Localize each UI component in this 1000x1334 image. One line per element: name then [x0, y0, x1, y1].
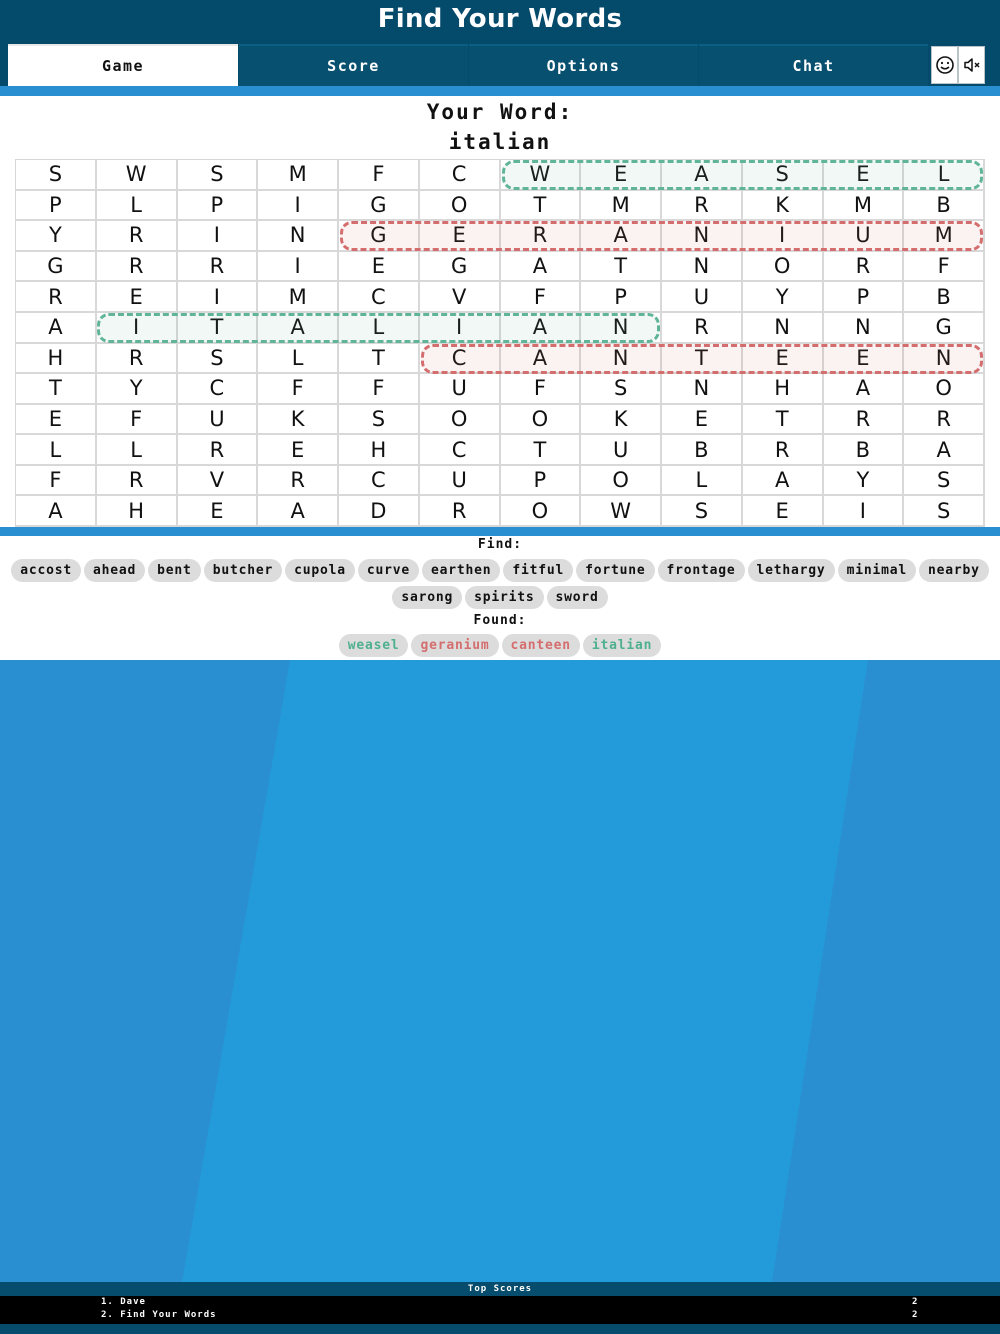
- grid-cell[interactable]: I: [824, 496, 905, 527]
- grid-cell[interactable]: K: [743, 191, 824, 222]
- grid-cell[interactable]: L: [97, 191, 178, 222]
- find-word-chip: spirits: [465, 586, 543, 609]
- grid-cell[interactable]: E: [258, 435, 339, 466]
- grid-cell[interactable]: F: [501, 374, 582, 405]
- grid-cell[interactable]: S: [178, 160, 259, 191]
- find-word-chip: lethargy: [748, 559, 835, 582]
- grid-cell[interactable]: R: [743, 435, 824, 466]
- grid-cell[interactable]: G: [420, 252, 501, 283]
- grid-cell[interactable]: T: [581, 252, 662, 283]
- grid-cell[interactable]: T: [16, 374, 97, 405]
- grid-cell[interactable]: L: [97, 435, 178, 466]
- grid-cell[interactable]: S: [904, 466, 985, 497]
- grid-cell[interactable]: S: [581, 374, 662, 405]
- grid-cell[interactable]: L: [258, 344, 339, 375]
- found-label: Found:: [473, 613, 527, 628]
- grid-cell[interactable]: R: [501, 221, 582, 252]
- speaker-muted-icon: [962, 55, 982, 75]
- grid-cell[interactable]: W: [501, 160, 582, 191]
- grid-cell[interactable]: L: [16, 435, 97, 466]
- grid-cell[interactable]: G: [339, 221, 420, 252]
- grid-cell[interactable]: S: [178, 344, 259, 375]
- grid-cell[interactable]: E: [97, 282, 178, 313]
- grid-cell[interactable]: P: [501, 466, 582, 497]
- grid-cell[interactable]: I: [178, 282, 259, 313]
- grid-cell[interactable]: A: [904, 435, 985, 466]
- found-word-list: [0, 634, 1000, 657]
- grid-cell[interactable]: A: [743, 466, 824, 497]
- grid-cell[interactable]: U: [824, 221, 905, 252]
- found-word-chip: geranium: [411, 634, 498, 657]
- grid-cell[interactable]: S: [16, 160, 97, 191]
- grid-cell[interactable]: Y: [97, 374, 178, 405]
- grid-cell[interactable]: A: [501, 344, 582, 375]
- grid-cell[interactable]: H: [16, 344, 97, 375]
- grid-cell[interactable]: L: [662, 466, 743, 497]
- grid-cell[interactable]: T: [178, 313, 259, 344]
- grid-cell[interactable]: R: [824, 252, 905, 283]
- grid-cell[interactable]: F: [339, 160, 420, 191]
- tab-game[interactable]: Game: [8, 44, 238, 86]
- find-word-chip: accost: [11, 559, 81, 582]
- grid-cell[interactable]: M: [581, 191, 662, 222]
- grid-cell[interactable]: S: [904, 496, 985, 527]
- grid-cell[interactable]: L: [904, 160, 985, 191]
- find-word-chip: earthen: [422, 559, 500, 582]
- grid-cell[interactable]: C: [420, 344, 501, 375]
- score-name: 1. Dave: [101, 1297, 146, 1307]
- grid-cell[interactable]: E: [824, 160, 905, 191]
- grid-cell[interactable]: U: [581, 435, 662, 466]
- grid-cell[interactable]: A: [16, 313, 97, 344]
- find-word-chip: fitful: [503, 559, 573, 582]
- grid-cell[interactable]: A: [824, 374, 905, 405]
- grid-cell[interactable]: R: [16, 282, 97, 313]
- score-name: 2. Find Your Words: [101, 1310, 217, 1320]
- grid-cell[interactable]: N: [662, 221, 743, 252]
- find-word-chip: cupola: [285, 559, 355, 582]
- grid-cell[interactable]: A: [501, 313, 582, 344]
- grid-cell[interactable]: R: [258, 466, 339, 497]
- grid-cell[interactable]: E: [743, 496, 824, 527]
- grid-cell[interactable]: B: [904, 282, 985, 313]
- grid-cell[interactable]: N: [662, 374, 743, 405]
- grid-cell[interactable]: H: [97, 496, 178, 527]
- grid-cell[interactable]: R: [97, 221, 178, 252]
- smiley-icon: [935, 55, 955, 75]
- grid-cell[interactable]: E: [178, 496, 259, 527]
- current-word: italian: [448, 130, 552, 154]
- grid-cell[interactable]: E: [662, 405, 743, 436]
- found-word-chip: canteen: [502, 634, 580, 657]
- grid-cell[interactable]: D: [339, 496, 420, 527]
- grid-cell[interactable]: M: [904, 221, 985, 252]
- grid-cell[interactable]: Y: [824, 466, 905, 497]
- score-row: [0, 1310, 1000, 1323]
- grid-cell[interactable]: E: [824, 344, 905, 375]
- grid-cell[interactable]: G: [339, 191, 420, 222]
- grid-cell[interactable]: U: [420, 466, 501, 497]
- grid-cell[interactable]: U: [178, 405, 259, 436]
- score-row: [0, 1297, 1000, 1310]
- grid-cell[interactable]: B: [824, 435, 905, 466]
- grid-cell[interactable]: O: [501, 405, 582, 436]
- grid-cell[interactable]: K: [581, 405, 662, 436]
- emoji-button[interactable]: [931, 46, 958, 84]
- find-word-chip: bent: [148, 559, 201, 582]
- grid-cell[interactable]: R: [420, 496, 501, 527]
- grid-cell[interactable]: A: [501, 252, 582, 283]
- grid-cell[interactable]: N: [904, 344, 985, 375]
- grid-cell[interactable]: R: [662, 313, 743, 344]
- grid-cell[interactable]: S: [339, 405, 420, 436]
- grid-cell[interactable]: R: [824, 405, 905, 436]
- grid-cell[interactable]: R: [97, 466, 178, 497]
- grid-cell[interactable]: G: [16, 252, 97, 283]
- grid-cell[interactable]: H: [339, 435, 420, 466]
- grid-cell[interactable]: I: [97, 313, 178, 344]
- grid-cell[interactable]: C: [420, 160, 501, 191]
- grid-cell[interactable]: A: [581, 221, 662, 252]
- find-word-chip: nearby: [919, 559, 989, 582]
- grid-cell[interactable]: O: [420, 191, 501, 222]
- grid-cell[interactable]: R: [178, 435, 259, 466]
- grid-cell[interactable]: I: [178, 221, 259, 252]
- grid-cell[interactable]: I: [420, 313, 501, 344]
- grid-cell[interactable]: A: [258, 496, 339, 527]
- grid-cell[interactable]: E: [16, 405, 97, 436]
- grid-cell[interactable]: O: [581, 466, 662, 497]
- grid-cell[interactable]: E: [743, 344, 824, 375]
- grid-cell[interactable]: E: [581, 160, 662, 191]
- found-word-chip: weasel: [339, 634, 409, 657]
- grid-cell[interactable]: W: [581, 496, 662, 527]
- grid-cell[interactable]: B: [904, 191, 985, 222]
- grid-cell[interactable]: O: [501, 496, 582, 527]
- grid-cell[interactable]: E: [339, 252, 420, 283]
- grid-cell[interactable]: H: [743, 374, 824, 405]
- score-value: 2: [912, 1297, 919, 1307]
- grid-cell[interactable]: G: [904, 313, 985, 344]
- grid-cell[interactable]: M: [824, 191, 905, 222]
- background-stripes: [0, 660, 1000, 1282]
- grid-cell[interactable]: I: [258, 252, 339, 283]
- find-word-list: [0, 559, 1000, 609]
- grid-cell[interactable]: A: [662, 160, 743, 191]
- grid-cell[interactable]: L: [339, 313, 420, 344]
- find-word-chip: butcher: [204, 559, 282, 582]
- grid-cell[interactable]: T: [501, 435, 582, 466]
- grid-cell[interactable]: N: [743, 313, 824, 344]
- grid-cell[interactable]: A: [258, 313, 339, 344]
- grid-cell[interactable]: F: [258, 374, 339, 405]
- grid-cell[interactable]: V: [420, 282, 501, 313]
- grid-cell[interactable]: B: [662, 435, 743, 466]
- grid-cell[interactable]: W: [97, 160, 178, 191]
- grid-cell[interactable]: T: [501, 191, 582, 222]
- grid-cell[interactable]: R: [97, 344, 178, 375]
- grid-cell[interactable]: Y: [743, 282, 824, 313]
- grid-cell[interactable]: N: [581, 313, 662, 344]
- find-word-chip: ahead: [84, 559, 145, 582]
- grid-cell[interactable]: N: [662, 252, 743, 283]
- word-grid: [15, 159, 985, 527]
- grid-cell[interactable]: V: [178, 466, 259, 497]
- grid-cell[interactable]: R: [178, 252, 259, 283]
- grid-cell[interactable]: T: [662, 344, 743, 375]
- top-scores-footer: [0, 1324, 1000, 1334]
- grid-cell[interactable]: N: [581, 344, 662, 375]
- grid-cell[interactable]: F: [97, 405, 178, 436]
- find-word-chip: frontage: [658, 559, 745, 582]
- grid-cell[interactable]: P: [824, 282, 905, 313]
- grid-cell[interactable]: N: [258, 221, 339, 252]
- tab-chat[interactable]: Chat: [699, 44, 928, 86]
- grid-cell[interactable]: P: [178, 191, 259, 222]
- grid-cell[interactable]: O: [904, 374, 985, 405]
- tab-options[interactable]: Options: [469, 44, 698, 86]
- grid-cell[interactable]: R: [662, 191, 743, 222]
- grid-cell[interactable]: S: [743, 160, 824, 191]
- grid-cell[interactable]: U: [662, 282, 743, 313]
- grid-cell[interactable]: M: [258, 160, 339, 191]
- score-value: 2: [912, 1310, 919, 1320]
- grid-cell[interactable]: C: [420, 435, 501, 466]
- grid-cell[interactable]: A: [16, 496, 97, 527]
- grid-cell[interactable]: R: [904, 405, 985, 436]
- top-scores-title: Top Scores: [0, 1282, 1000, 1296]
- app-title: Find Your Words: [377, 4, 623, 34]
- grid-cell[interactable]: P: [16, 191, 97, 222]
- grid-cell[interactable]: F: [904, 252, 985, 283]
- grid-cell[interactable]: R: [97, 252, 178, 283]
- find-word-chip: fortune: [576, 559, 654, 582]
- grid-cell[interactable]: E: [420, 221, 501, 252]
- grid-cell[interactable]: O: [420, 405, 501, 436]
- find-word-chip: minimal: [838, 559, 916, 582]
- grid-cell[interactable]: M: [258, 282, 339, 313]
- grid-cell[interactable]: O: [743, 252, 824, 283]
- divider-bar: [0, 527, 1000, 536]
- grid-cell[interactable]: C: [339, 466, 420, 497]
- grid-cell[interactable]: Y: [16, 221, 97, 252]
- grid-cell[interactable]: S: [662, 496, 743, 527]
- grid-cell[interactable]: C: [178, 374, 259, 405]
- grid-cell[interactable]: T: [339, 344, 420, 375]
- grid-cell[interactable]: C: [339, 282, 420, 313]
- tab-score[interactable]: Score: [239, 44, 468, 86]
- find-word-chip: sarong: [392, 586, 462, 609]
- grid-cell[interactable]: K: [258, 405, 339, 436]
- mute-button[interactable]: [958, 46, 985, 84]
- your-word-label: Your Word:: [426, 100, 574, 124]
- find-word-chip: sword: [547, 586, 608, 609]
- background-panel: [0, 660, 1000, 1282]
- grid-cell[interactable]: I: [258, 191, 339, 222]
- grid-cell[interactable]: P: [581, 282, 662, 313]
- grid-cell[interactable]: U: [420, 374, 501, 405]
- grid-cell[interactable]: I: [743, 221, 824, 252]
- found-word-chip: italian: [583, 634, 661, 657]
- find-word-chip: curve: [358, 559, 419, 582]
- grid-cell[interactable]: F: [339, 374, 420, 405]
- grid-cell[interactable]: T: [743, 405, 824, 436]
- grid-cell[interactable]: F: [501, 282, 582, 313]
- grid-cell[interactable]: F: [16, 466, 97, 497]
- find-label: Find:: [477, 537, 523, 552]
- grid-cell[interactable]: N: [824, 313, 905, 344]
